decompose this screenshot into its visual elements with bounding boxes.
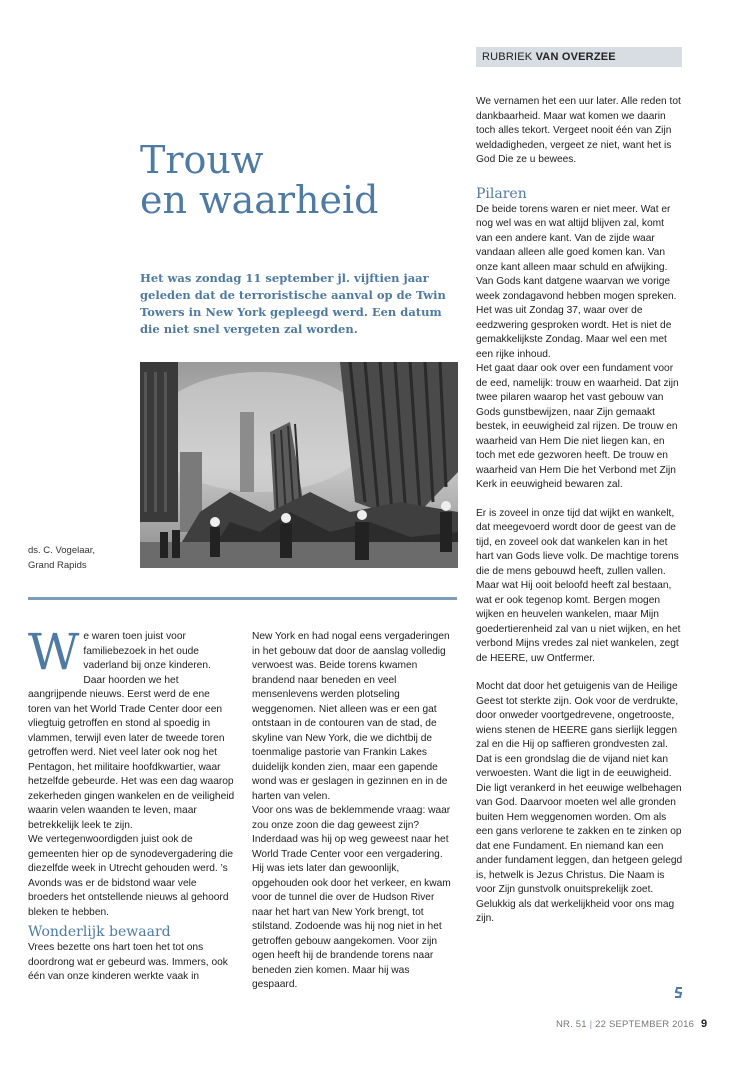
paragraph: De beide torens waren er niet meer. Wat er nog wel was en wat altijd blijven zal, komt van een andere kant. Van de zijde waar vandaan alleen alle goed komen kan. Van onze kant alleen maar schuld en afwijking. Van Gods kant datgene waarvan we vorige week zondagavond hebben mogen spreken. xyxy=(476,203,677,302)
column-3 xyxy=(476,95,683,927)
rubric-label: RUBRIEK xyxy=(482,51,533,63)
paragraph: Het gaat daar ook over een fundament voor de eed, namelijk: trouw en waarheid. Dat zijn twee pilaren waarop het vast gebouw van Gods gunstbewijzen, naar Zijn gemaakt bestek, in eeuwigheid zal rijzen. De trouw en waarheid van Hem Die niet liegen kan, en toch met ede gezworen heeft. De trouw en waarheid van Hem Die het Verbond met Zijn Kerk in eeuwigheid bewaren zal. xyxy=(476,363,679,490)
paragraph xyxy=(28,623,235,833)
issue-number: NR. 51 xyxy=(556,1019,587,1030)
paragraph: We vernamen het een uur later. Alle reden tot dankbaarheid. Maar wat komen we daarin toch alles tekort. Vergeet nooit één van Zijn weldadigheden, vergeet ze niet, want het is God Die ze u bewees. xyxy=(476,96,681,165)
spacer xyxy=(476,666,683,680)
ruins-illustration xyxy=(140,362,458,568)
paragraph: Vrees bezette ons hart toen het tot ons doordrong wat er gebeurd was. Immers, ook één van onze kinderen werkte vaak in xyxy=(28,942,228,982)
column-2 xyxy=(252,630,456,993)
end-mark-icon xyxy=(673,987,685,999)
issue-date: 22 SEPTEMBER 2016 xyxy=(595,1019,695,1030)
column-1 xyxy=(28,623,235,985)
article-title xyxy=(140,140,378,220)
caption-line-2: Grand Rapids xyxy=(28,560,87,571)
title-line-1: Trouw xyxy=(140,138,264,182)
paragraph: Er is zoveel in onze tijd dat wijkt en wankelt, dat meegevoerd wordt door de geest van de tijd, en zoveel ook dat wankelen kan in het hart van Gods lieve volk. De machtige torens die de mens gebouwd heeft, zullen vallen. Maar wat Hij ooit beloofd heeft zal bestaan, wat er ook tegenop komt. Bergen mogen wijken en heuvelen wankelen, maar Mijn goedertierenheid zal van u niet wijken, en het verbond Mijns vredes zal niet wankelen, zegt de HEERE, uw Ontfermer. xyxy=(476,507,681,664)
author-caption xyxy=(28,543,95,573)
paragraph: We vertegenwoordigden juist ook de gemeenten hier op de synodevergadering die diezelfde week in Utrecht gehouden werd. ’s Avonds was er de bidstond waar vele broeders het ontstellende nieuws al gehoord bleken te hebben. xyxy=(28,834,234,918)
paragraph: Mocht dat door het getuigenis van de Heilige Geest tot sterkte zijn. Ook voor de verdrukte, door onweder voortgedrevene, ongetrooste, wiens stenen de HEERE gans sierlijk leggen zal en die Hij op saffieren grondvesten zal. xyxy=(476,681,679,750)
page-number: 9 xyxy=(701,1018,708,1030)
section-heading: Pilaren xyxy=(476,185,527,202)
title-line-2: en waarheid xyxy=(140,178,379,222)
section-heading: Wonderlijk bewaard xyxy=(28,924,171,940)
paragraph: New York en had nogal eens vergaderingen in het gebouw dat door de aanslag volledig verwoest was. Beide torens kwamen brandend naar beneden en veel mensenlevens werden plotseling weggenomen. Niet alleen was er een gat ontstaan in de contouren van de stad, de skyline van New York, die we dichtbij de toenmalige pastorie van Frankin Lakes duidelijk konden zien, maar een gapende wond was er geslagen in gezinnen en in de harten van velen. xyxy=(252,631,450,802)
page-footer xyxy=(556,1019,694,1030)
section-divider xyxy=(28,597,457,600)
paragraph: Voor ons was de beklemmende vraag: waar zou onze zoon die dag geweest zijn? Inderdaad was hij op weg geweest naar het World Trade Center voor een vergadering. Hij was iets later dan gewoonlijk, opgehouden ook door het verkeer, en kwam voor de tunnel die over de Hudson River naar het hart van New York brengt, tot stilstand. Zodoende was hij nog niet in het getroffen gebouw aangekomen. Voor zijn ogen heeft hij de brandende torens naar beneden zien komen. Maar hij was gespaard. xyxy=(252,805,451,990)
rubric-name: VAN OVERZEE xyxy=(535,51,616,63)
spacer xyxy=(476,493,683,507)
spacer xyxy=(476,168,683,182)
article-lead: Het was zondag 11 september jl. vijftien jaar geleden dat de terroristische aanval op de Twin Towers in New York gepleegd werd. Een datum die niet snel vergeten zal worden. xyxy=(140,271,446,336)
caption-line-1: ds. C. Vogelaar, xyxy=(28,545,96,556)
paragraph: Dat is een grondslag die de vijand niet kan verwoesten. Want die ligt in de eeuwigheid. Die ligt verankerd in het eeuwige welbehagen van God. Daarvoor moeten wel alle gronden buiten Hem weggenomen worden. Om als een gans verlorene te zakken en te zinken op dat ene Fundament. En niemand kan een ander fundament leggen, dan hetgeen gelegd is, hetwelk is Jezus Christus. Die Naam is voor Zijn gunstvolk onuitsprekelijk zoet. Gelukkig als dat werkelijkheid voor ons mag zijn. xyxy=(476,753,683,924)
paragraph: Het was uit Zondag 37, waar over de eedzwering gesproken wordt. Het is niet de gemakkelijkste Zondag. Maar wel een met een rijke inhoud. xyxy=(476,305,672,360)
article-photo xyxy=(140,362,458,568)
dropcap: W xyxy=(28,623,80,681)
rubric-bar xyxy=(476,47,682,67)
footer-separator: | xyxy=(589,1019,593,1030)
paragraph-text: e waren toen juist voor familiebezoek in het oude vaderland bij onze kinderen. Daar hoorden we het aangrijpende nieuws. Eerst werd de ene toren van het World Trade Center door een vliegtuig getroffen en stond al spoedig in vlammen, terwijl even later de tweede toren getroffen werd. Niet veel later ook nog het Pentagon, het militaire hoofdkwartier, waar hetzelfde gebeurde. Het was een dag waarop zekerheden gingen wankelen en de veiligheid waarin velen waanden te leven, maar betrekkelijk leek te zijn. xyxy=(28,631,235,831)
